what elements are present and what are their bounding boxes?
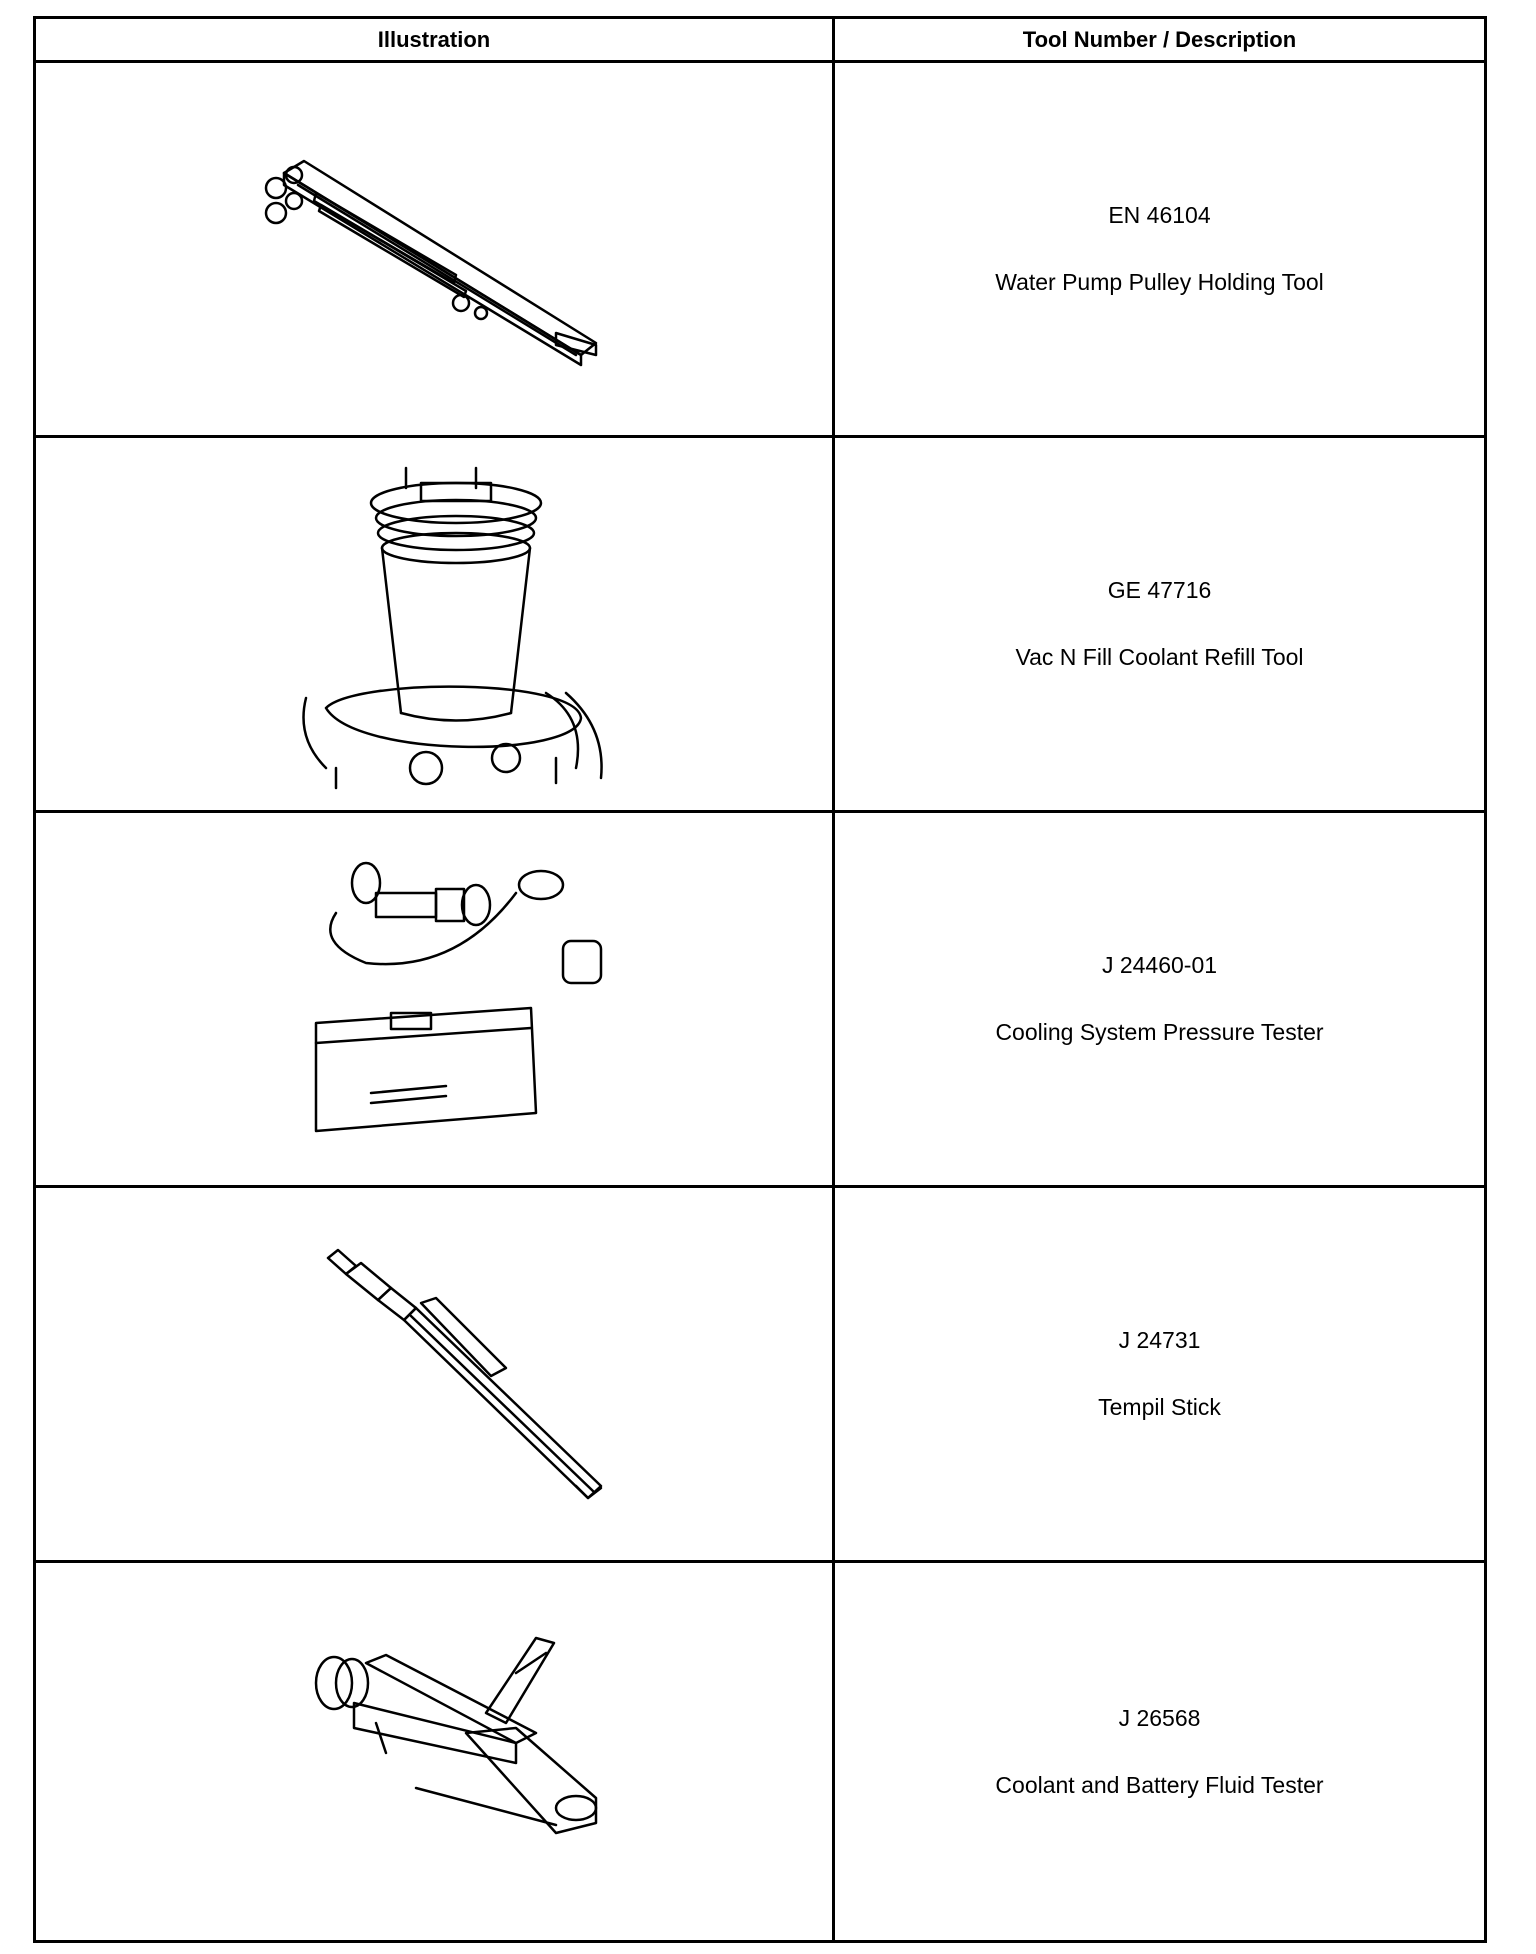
tool-cell — [835, 438, 1484, 810]
tool-number: J 26568 — [1118, 1704, 1201, 1731]
coolant-refill-tool-illustration — [36, 438, 832, 810]
tempil-stick-illustration — [36, 1188, 832, 1560]
illustration-cell — [36, 63, 835, 435]
tool-description: Cooling System Pressure Tester — [995, 1019, 1324, 1045]
tool-description: Coolant and Battery Fluid Tester — [995, 1771, 1324, 1798]
tool-number: EN 46104 — [1108, 202, 1211, 228]
tool-number: GE 47716 — [1107, 577, 1212, 603]
tool-cell — [835, 63, 1484, 435]
table-row — [36, 63, 1484, 438]
illustration-cell — [36, 438, 835, 810]
pressure-tester-illustration — [36, 813, 832, 1185]
tool-table — [33, 16, 1487, 1943]
tool-cell — [835, 1188, 1484, 1560]
tool-cell — [835, 813, 1484, 1185]
tool-description: Vac N Fill Coolant Refill Tool — [1015, 644, 1304, 670]
table-row — [36, 1188, 1484, 1563]
fluid-tester-illustration — [36, 1563, 832, 1937]
table-row — [36, 813, 1484, 1188]
tool-number: J 24731 — [1118, 1327, 1201, 1353]
pulley-holding-tool-illustration — [36, 63, 832, 435]
tool-description: Water Pump Pulley Holding Tool — [995, 269, 1324, 295]
illustration-cell — [36, 813, 835, 1185]
header-tool-number-description: Tool Number / Description — [1022, 26, 1297, 52]
illustration-cell — [36, 1188, 835, 1560]
header-illustration: Illustration — [36, 19, 835, 60]
table-row — [36, 1563, 1484, 1940]
tool-description: Tempil Stick — [1098, 1394, 1221, 1420]
table-header — [36, 19, 1484, 63]
tool-cell — [835, 1563, 1484, 1940]
table-row — [36, 438, 1484, 813]
illustration-cell — [36, 1563, 835, 1940]
tool-number: J 24460-01 — [1101, 952, 1218, 978]
